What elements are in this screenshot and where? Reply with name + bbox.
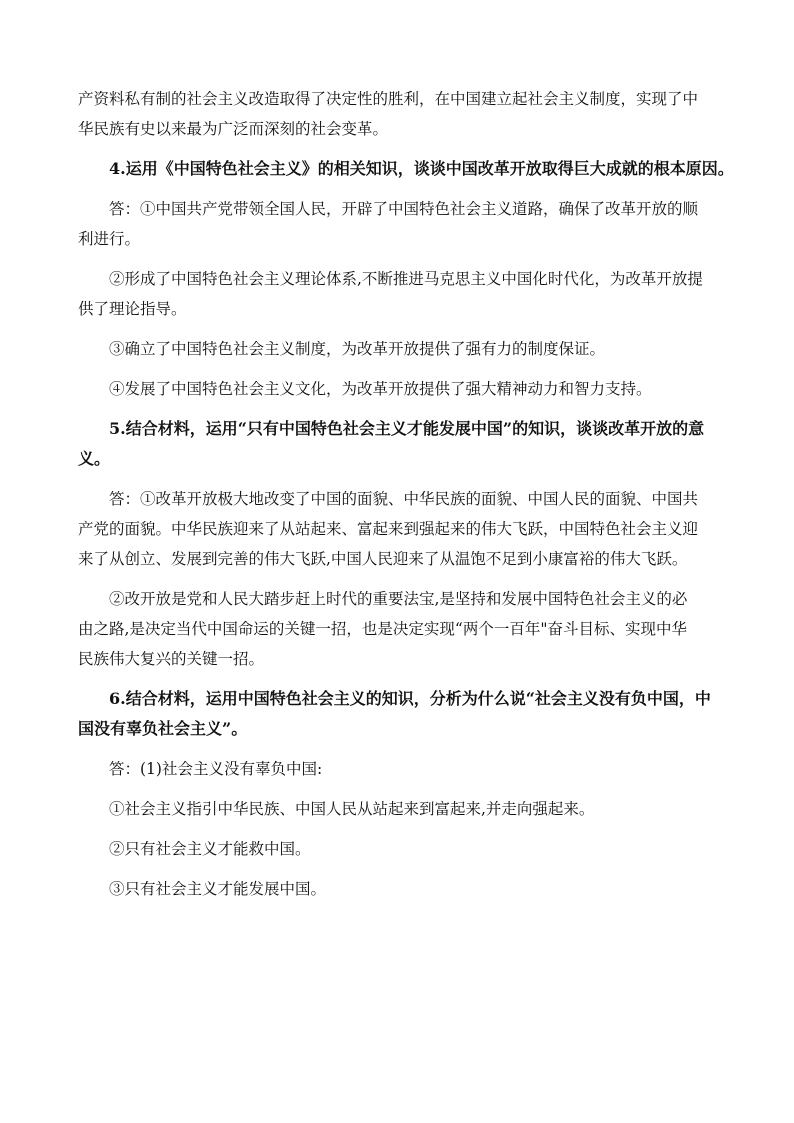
answer-6-heading (78, 754, 718, 784)
text-line: 供了理论指导。 (78, 300, 187, 318)
answer-4-point-1 (78, 194, 718, 224)
text-line: 利进行。 (78, 230, 141, 248)
text-line: 答：①改革开放极大地改变了中国的面貌、中华民族的面貌、中国人民的面貌、中国共 (109, 490, 699, 508)
question-6 (78, 684, 718, 714)
question-line: 5.结合材料，运用“只有中国特色社会主义才能发展中国”的知识，谈谈改革开放的意 (109, 419, 705, 438)
answer-6-point-1 (78, 794, 718, 824)
text-line: 华民族有史以来最为广泛而深刻的社会变革。 (78, 120, 389, 138)
answer-4-point-2-cont (78, 294, 718, 324)
document-page (78, 84, 734, 904)
text-line: ①社会主义指引中华民族、中国人民从站起来到富起来,并走向强起来。 (109, 800, 595, 818)
text-line: ②形成了中国特色社会主义理论体系,不断推进马克思主义中国化时代化，为改革开放提 (109, 270, 703, 288)
answer-4-point-2 (78, 264, 718, 294)
text-line: ②只有社会主义才能救中国。 (109, 840, 311, 858)
text-line: ③确立了中国特色社会主义制度，为改革开放提供了强有力的制度保证。 (109, 340, 606, 358)
question-5 (78, 414, 718, 444)
text-line: ②改开放是党和人民大踏步赶上时代的重要法宝,是坚持和发展中国特色社会主义的必 (109, 590, 688, 608)
question-line: 义。 (78, 449, 111, 468)
answer-6-point-2 (78, 834, 718, 864)
text-line: ④发展了中国特色社会主义文化，为改革开放提供了强大精神动力和智力支持。 (109, 380, 652, 398)
question-4 (78, 154, 734, 184)
answer-5-point-1-cont (78, 514, 718, 574)
text-line: 答：(1)社会主义没有辜负中国: (109, 760, 323, 778)
answer-5-point-2 (78, 584, 718, 614)
answer-5-point-2-cont (78, 614, 718, 674)
text-line: 产资料私有制的社会主义改造取得了决定性的胜利，在中国建立起社会主义制度，实现了中 (78, 90, 699, 108)
question-6-cont (78, 714, 718, 744)
text-line: 答：①中国共产党带领全国人民，开辟了中国特色社会主义道路，确保了改革开放的顺 (109, 200, 699, 218)
paragraph-intro (78, 84, 718, 144)
answer-6-point-3 (78, 874, 718, 904)
answer-4-point-1-cont (78, 224, 718, 254)
text-line: ③只有社会主义才能发展中国。 (109, 880, 327, 898)
text-line: 产党的面貌。中华民族迎来了从站起来、富起来到强起来的伟大飞跃，中国特色社会主义迎 (78, 520, 699, 538)
question-line: 6.结合材料，运用中国特色社会主义的知识，分析为什么说“社会主义没有负中国，中 (109, 689, 711, 708)
text-line: 由之路,是决定当代中国命运的关键一招，也是决定实现“两个一百年"奋斗目标、实现中华 (78, 620, 687, 638)
text-line: 民族伟大复兴的关键一招。 (78, 650, 265, 668)
answer-4-point-4 (78, 374, 718, 404)
question-line: 4.运用《中国特色社会主义》的相关知识，谈谈中国改革开放取得巨大成就的根本原因。 (109, 159, 734, 178)
question-5-cont (78, 444, 718, 474)
question-line: 国没有辜负社会主义”。 (78, 719, 248, 738)
text-line: 来了从创立、发展到完善的伟大飞跃,中国人民迎来了从温饱不足到小康富裕的伟大飞跃。 (78, 550, 688, 568)
answer-5-point-1 (78, 484, 718, 514)
answer-4-point-3 (78, 334, 718, 364)
